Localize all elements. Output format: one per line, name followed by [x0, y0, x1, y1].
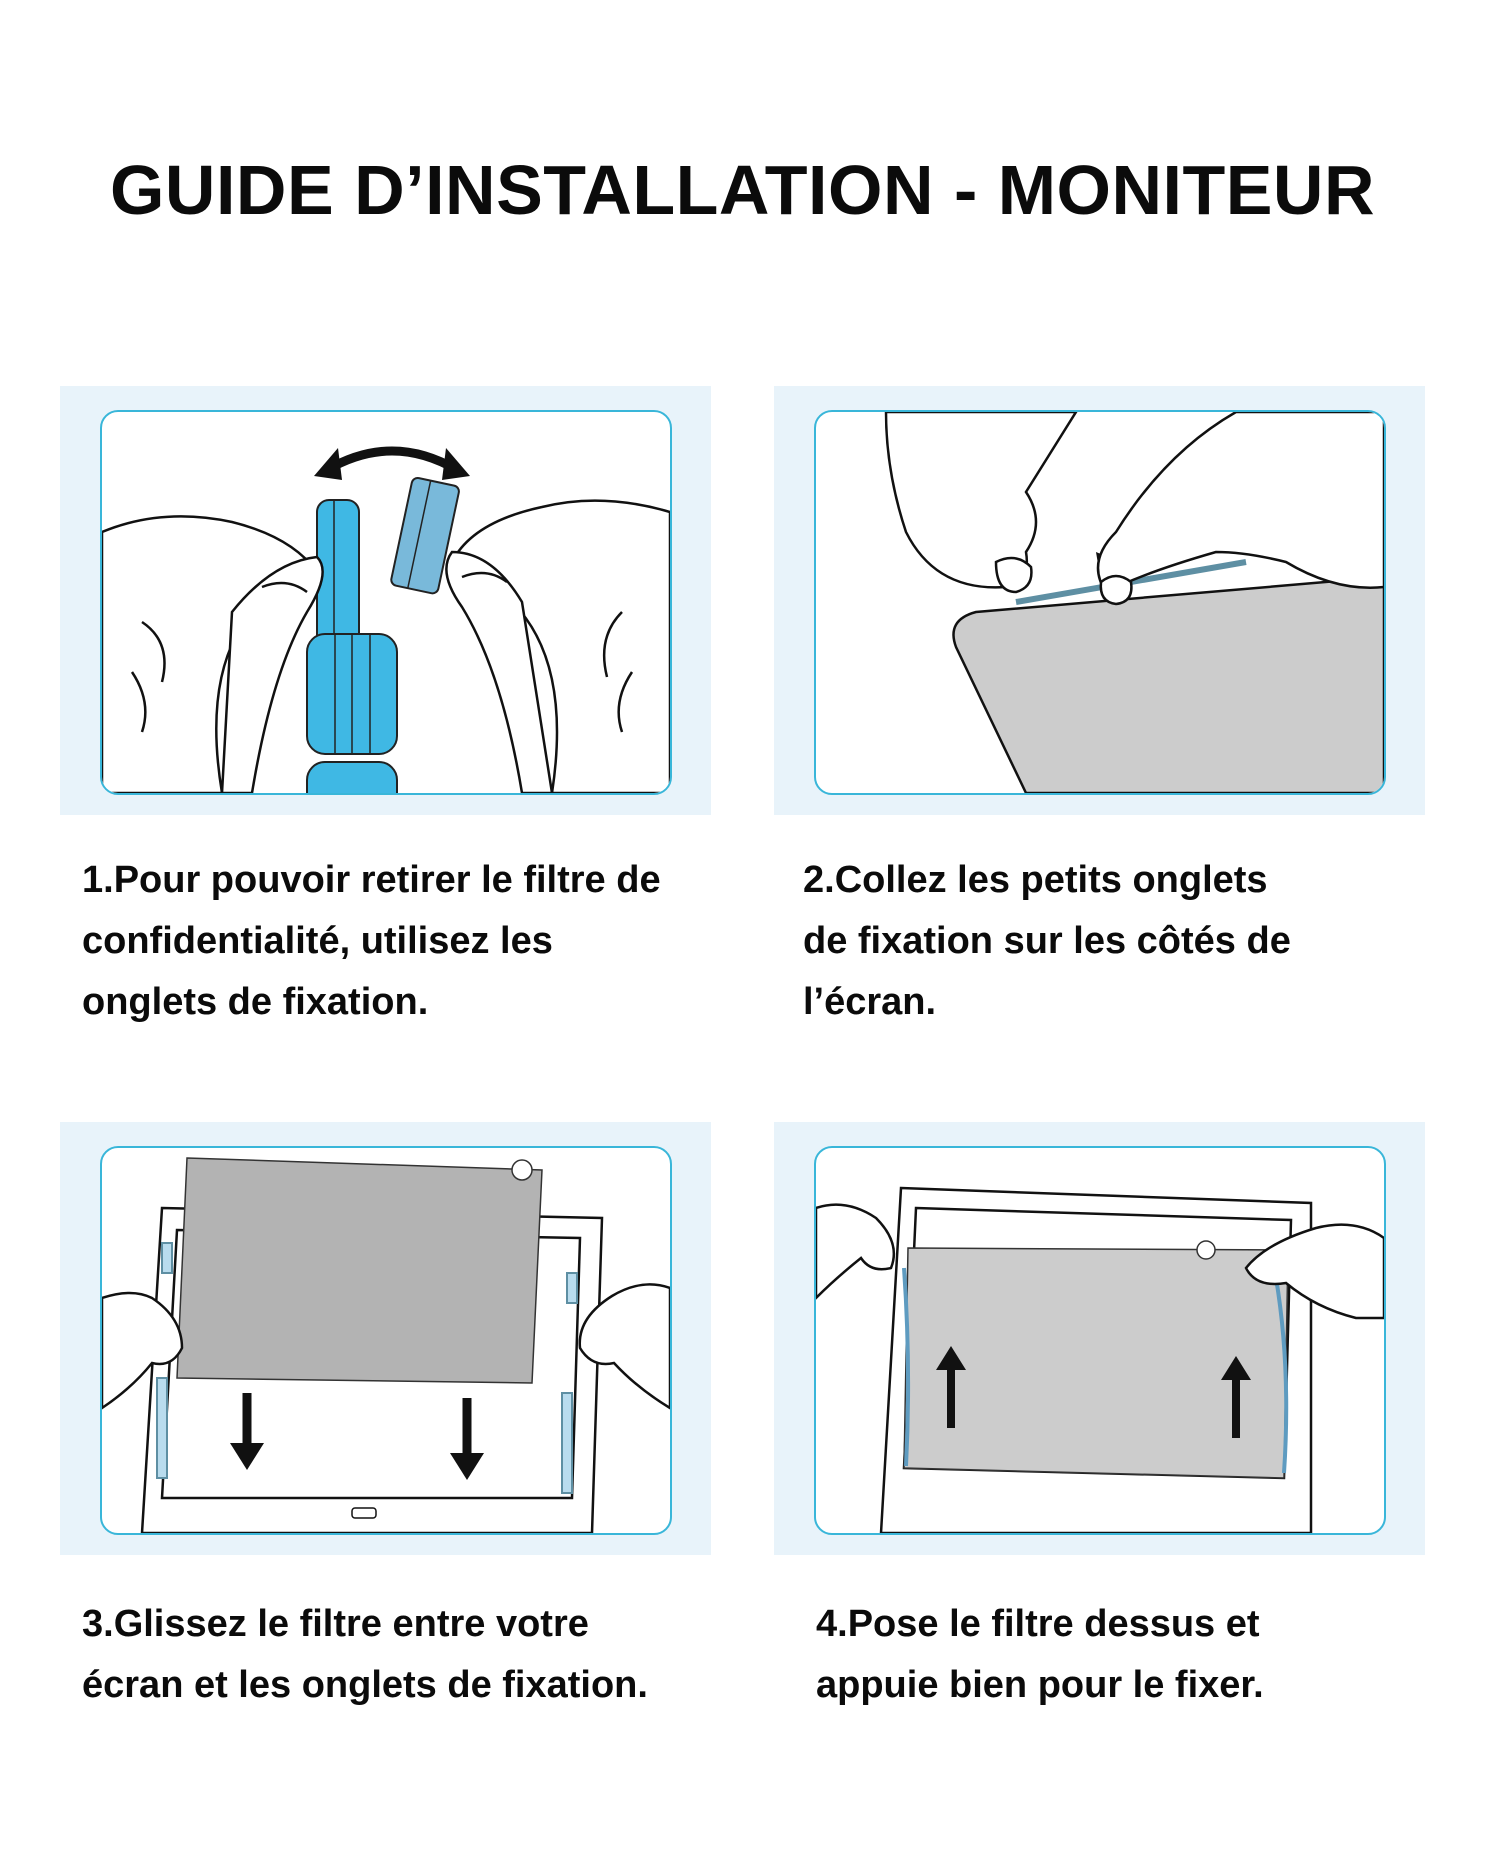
step-3-illustration [102, 1148, 670, 1533]
step-1-illustration-frame [100, 410, 672, 795]
step-4-illustration [816, 1148, 1384, 1533]
privacy-filter-icon [904, 1241, 1288, 1478]
double-arrow-icon [327, 451, 457, 470]
step-3-illustration-frame [100, 1146, 672, 1535]
step-1-illustration [102, 412, 670, 793]
step-2-illustration-frame [814, 410, 1386, 795]
screen-corner-icon [954, 577, 1385, 793]
right-hand-icon [446, 501, 670, 793]
left-hand-icon [886, 412, 1076, 592]
step-4-illustration-frame [814, 1146, 1386, 1535]
left-hand-icon [102, 516, 323, 793]
step-1-illustration-panel [60, 386, 711, 815]
fixing-tabs-icon [307, 477, 460, 793]
right-hand-icon [1098, 412, 1384, 604]
page-title: GUIDE D’INSTALLATION - MONITEUR [109, 151, 1376, 229]
step-3-illustration-panel [60, 1122, 711, 1555]
step-2-caption: 2.Collez les petits onglets de fixation sur les côtés de l’écran. [803, 859, 1291, 1023]
step-2-illustration [816, 412, 1384, 793]
step-3-caption: 3.Glissez le filtre entre votre écran et les onglets de fixation. [82, 1603, 648, 1706]
step-4-illustration-panel [774, 1122, 1425, 1555]
step-2-illustration-panel [774, 386, 1425, 815]
left-hand-icon [816, 1205, 894, 1298]
step-1-caption: 1.Pour pouvoir retirer le filtre de confidentialité, utilisez les onglets de fixation. [82, 859, 661, 1023]
privacy-filter-icon [177, 1158, 542, 1383]
step-4-caption: 4.Pose le filtre dessus et appuie bien pour le fixer. [816, 1603, 1264, 1706]
